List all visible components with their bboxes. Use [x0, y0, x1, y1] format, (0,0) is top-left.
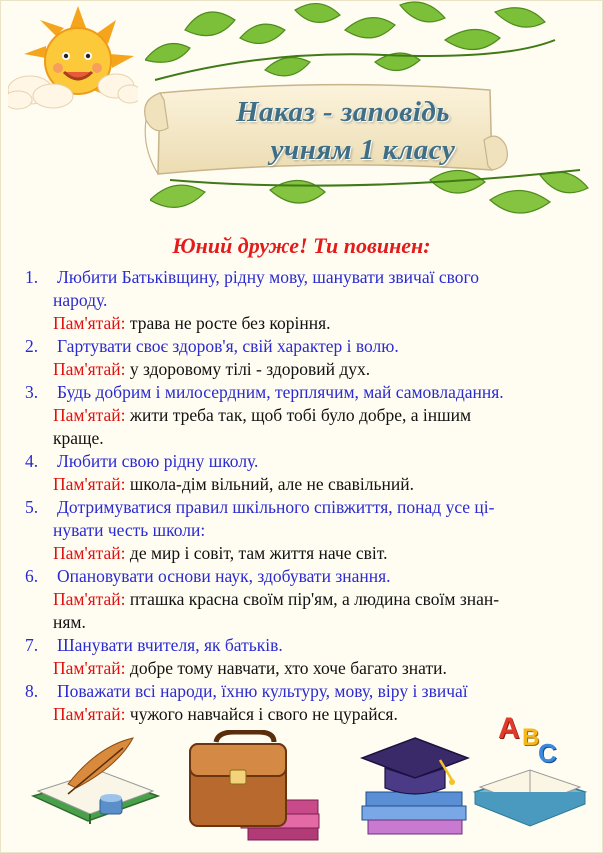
remember-line [25, 542, 585, 565]
remember-text: пташка красна своїм пір'ям, а людина своїм знан- [129, 589, 500, 609]
rule-number: 2. [25, 336, 39, 356]
remember-label: Пам'ятай: [53, 543, 126, 563]
remember-label: Пам'ятай: [53, 405, 126, 425]
remember-label: Пам'ятай: [53, 658, 126, 678]
rule-text: Гартувати своє здоров'я, свій характер і волю. [57, 336, 399, 356]
sun-icon [8, 6, 138, 116]
rule-number: 3. [25, 382, 39, 402]
remember-text-continued: краще. [53, 428, 104, 448]
page-title-line1: Наказ - заповідь [235, 96, 451, 128]
remember-line [25, 473, 585, 496]
subtitle: Юний друже! Ти повинен: [172, 233, 431, 258]
rules-list [25, 266, 585, 726]
page-title-line2: учням 1 класу [270, 134, 456, 166]
rule-text: Поважати всі народи, їхню культуру, мову, віру і звичаї [57, 681, 468, 701]
remember-text: школа-дім вільний, але не свавільний. [129, 474, 414, 494]
remember-text: жити треба так, щоб тобі було добре, а іншим [129, 405, 472, 425]
abc-book-group [470, 712, 590, 842]
rule-number: 8. [25, 681, 39, 701]
remember-text: де мир і совіт, там життя наче світ. [129, 543, 388, 563]
remember-line [25, 588, 585, 611]
rule-number: 4. [25, 451, 39, 471]
list-item [25, 266, 585, 335]
rule-text: Шанувати вчителя, як батьків. [57, 635, 283, 655]
remember-label: Пам'ятай: [53, 589, 126, 609]
remember-label: Пам'ятай: [53, 313, 126, 333]
leaves-bottom-icon [150, 160, 590, 235]
rule-number: 5. [25, 497, 39, 517]
remember-text: чужого навчайся і свого не цурайся. [129, 704, 398, 724]
graduation-cap-books-icon [360, 730, 470, 845]
school-bag-books-icon [186, 730, 326, 845]
letter-a: A [498, 712, 520, 745]
remember-text: у здоровому тілі - здоровий дух. [129, 359, 371, 379]
remember-text: трава не росте без коріння. [129, 313, 331, 333]
remember-text: добре тому навчати, хто хоче багато знати. [129, 658, 447, 678]
remember-label: Пам'ятай: [53, 704, 126, 724]
remember-line [25, 312, 585, 335]
rule-text-continued: народу. [53, 290, 108, 310]
list-item [25, 496, 585, 565]
letter-b: B [522, 724, 540, 751]
letter-c: C [538, 738, 557, 768]
list-item [25, 335, 585, 381]
rule-text: Дотримуватися правил шкільного співжиття, понад усе ці- [57, 497, 495, 517]
rule-text: Опановувати основи наук, здобувати знання. [57, 566, 391, 586]
list-item [25, 381, 585, 450]
rule-number: 6. [25, 566, 39, 586]
remember-line [25, 404, 585, 427]
list-item [25, 565, 585, 634]
rule-text: Будь добрим і милосердним, терплячим, май самовладання. [57, 382, 504, 402]
rule-text: Любити свою рідну школу. [57, 451, 259, 471]
remember-line [25, 657, 585, 680]
remember-label: Пам'ятай: [53, 474, 126, 494]
quill-book-icon [28, 736, 168, 836]
remember-text-continued: ням. [53, 612, 86, 632]
rule-number: 1. [25, 267, 39, 287]
remember-line [25, 358, 585, 381]
remember-label: Пам'ятай: [53, 359, 126, 379]
rule-text-continued: нувати честь школи: [53, 520, 206, 540]
open-book-icon [470, 752, 590, 842]
list-item [25, 450, 585, 496]
list-item [25, 634, 585, 680]
rule-number: 7. [25, 635, 39, 655]
rule-text: Любити Батьківщину, рідну мову, шанувати звичаї свого [57, 267, 480, 287]
